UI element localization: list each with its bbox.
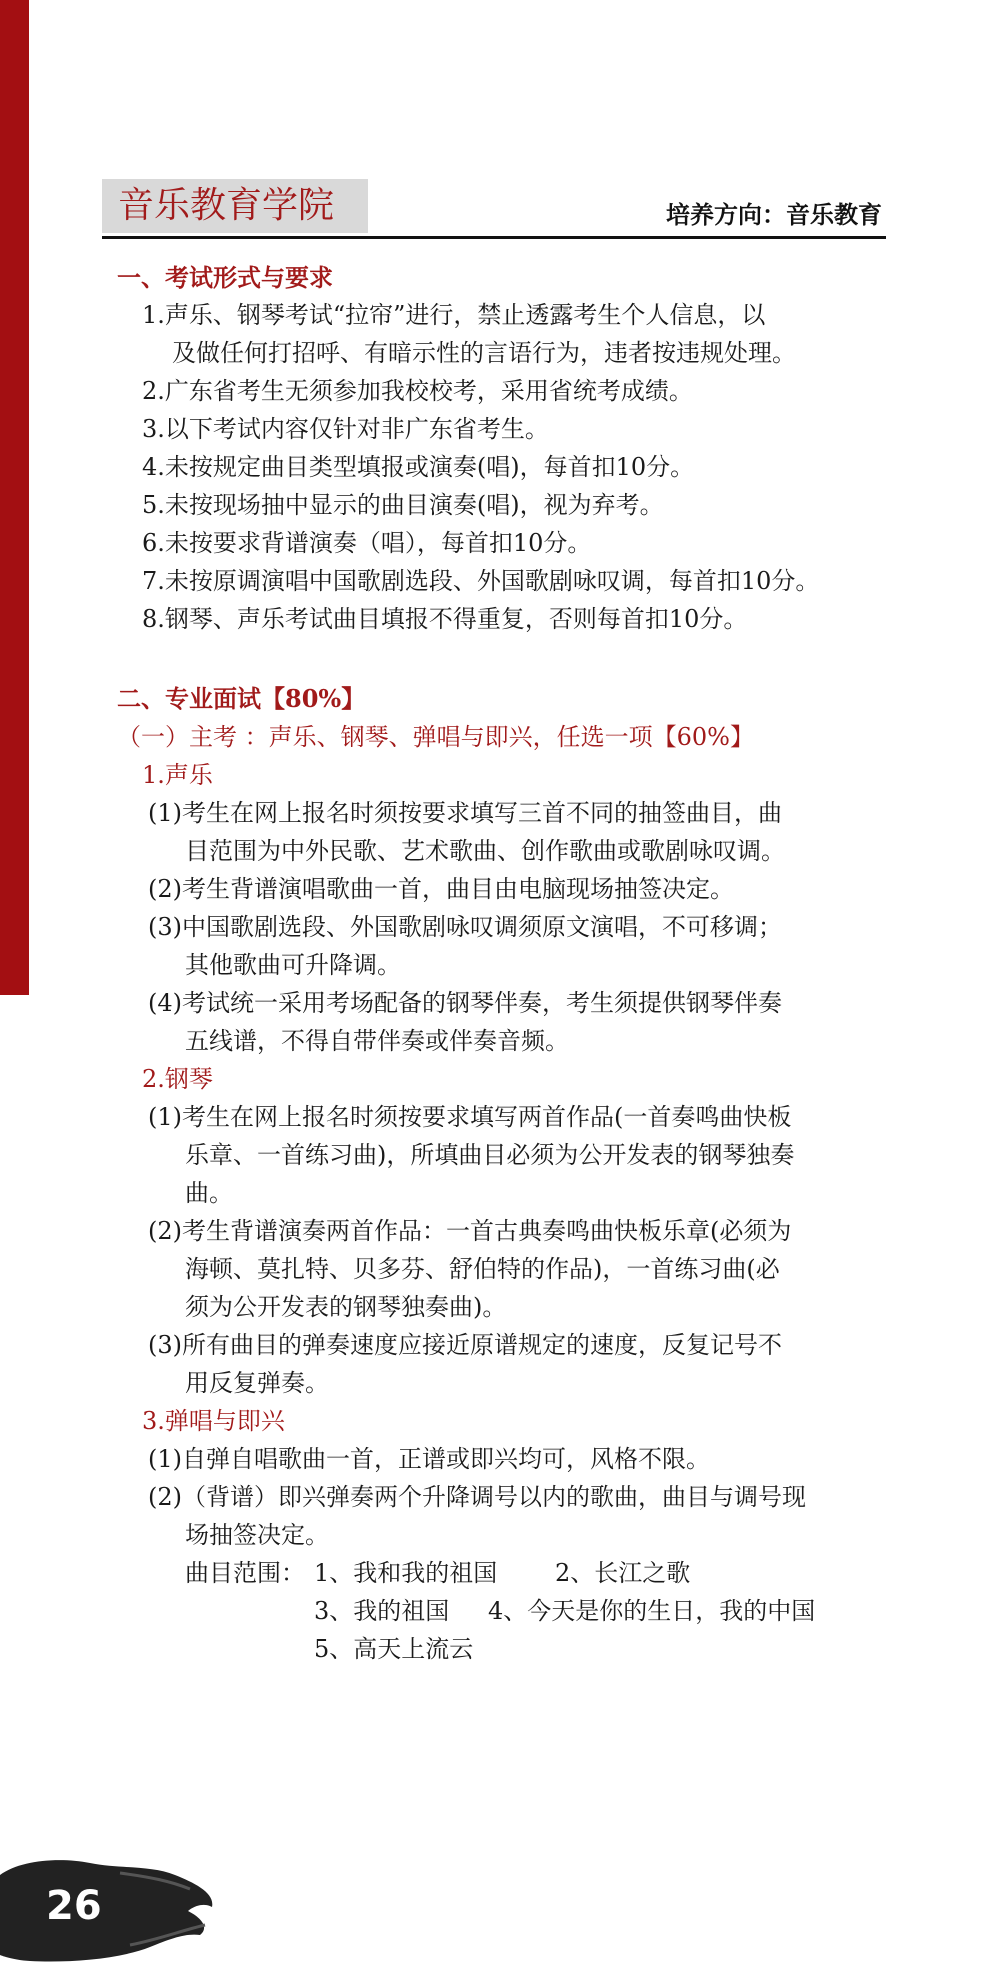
section-heading: 二、专业面试【80%】 <box>117 684 366 713</box>
requirement-line: (2)考生背谱演奏两首作品：一首古典奏鸣曲快板乐章(必须为 <box>148 1217 792 1245</box>
requirement-line: (3)所有曲目的弹奏速度应接近原谱规定的速度，反复记号不 <box>148 1331 782 1359</box>
requirement-line: (3)中国歌剧选段、外国歌剧咏叹调须原文演唱，不可移调； <box>148 913 782 941</box>
song-item: 1、我和我的祖国 <box>314 1559 498 1587</box>
requirement-line: 海顿、莫扎特、贝多芬、舒伯特的作品)，一首练习曲(必 <box>185 1255 780 1283</box>
requirement-line: 用反复弹奏。 <box>185 1369 329 1397</box>
song-item: 3、我的祖国 <box>314 1597 450 1625</box>
category-title: 3.弹唱与即兴 <box>142 1407 285 1435</box>
header-divider <box>102 236 886 239</box>
rule-item: 4.未按规定曲目类型填报或演奏(唱)，每首扣10分。 <box>142 453 695 481</box>
requirement-line: 须为公开发表的钢琴独奏曲)。 <box>185 1293 507 1321</box>
rule-item: 1.声乐、钢琴考试“拉帘”进行，禁止透露考生个人信息，以 <box>142 301 766 329</box>
requirement-line: (1)自弹自唱歌曲一首，正谱或即兴均可，风格不限。 <box>148 1445 710 1473</box>
rule-item: 5.未按现场抽中显示的曲目演奏(唱)，视为弃考。 <box>142 491 664 519</box>
category-title: 1.声乐 <box>142 761 213 789</box>
page-number: 26 <box>46 1883 102 1929</box>
song-range-label: 曲目范围： <box>185 1559 305 1587</box>
requirement-line: (2)（背谱）即兴弹奏两个升降调号以内的歌曲，曲目与调号现 <box>148 1483 806 1511</box>
rule-item: 3.以下考试内容仅针对非广东省考生。 <box>142 415 549 443</box>
requirement-line: 乐章、一首练习曲)，所填曲目必须为公开发表的钢琴独奏 <box>185 1141 795 1169</box>
song-item: 4、今天是你的生日，我的中国 <box>488 1597 816 1625</box>
rule-item: 7.未按原调演唱中国歌剧选段、外国歌剧咏叹调，每首扣10分。 <box>142 567 820 595</box>
side-accent-bar <box>0 0 29 995</box>
section-heading: 一、考试形式与要求 <box>117 263 333 292</box>
song-item: 2、长江之歌 <box>555 1559 691 1587</box>
subsection-heading: （一）主考 ：声乐、钢琴、弹唱与即兴，任选一项【60%】 <box>117 723 754 751</box>
requirement-line: 五线谱，不得自带伴奏或伴奏音频。 <box>185 1027 569 1055</box>
category-title: 2.钢琴 <box>142 1065 213 1093</box>
ink-brush-decoration <box>0 1855 220 1965</box>
song-item: 5、高天上流云 <box>314 1635 474 1663</box>
college-title: 音乐教育学院 <box>102 179 368 233</box>
requirement-line: 目范围为中外民歌、艺术歌曲、创作歌曲或歌剧咏叹调。 <box>185 837 785 865</box>
requirement-line: (4)考试统一采用考场配备的钢琴伴奏，考生须提供钢琴伴奏 <box>148 989 782 1017</box>
rule-item: 及做任何打招呼、有暗示性的言语行为，违者按违规处理。 <box>172 339 796 367</box>
training-direction: 培养方向：音乐教育 <box>666 200 882 229</box>
requirement-line: 其他歌曲可升降调。 <box>185 951 401 979</box>
requirement-line: (2)考生背谱演唱歌曲一首，曲目由电脑现场抽签决定。 <box>148 875 734 903</box>
rule-item: 2.广东省考生无须参加我校校考，采用省统考成绩。 <box>142 377 693 405</box>
requirement-line: (1)考生在网上报名时须按要求填写三首不同的抽签曲目，曲 <box>148 799 782 827</box>
requirement-line: 曲。 <box>185 1179 233 1207</box>
requirement-line: 场抽签决定。 <box>185 1521 329 1549</box>
rule-item: 8.钢琴、声乐考试曲目填报不得重复，否则每首扣10分。 <box>142 605 748 633</box>
rule-item: 6.未按要求背谱演奏（唱），每首扣10分。 <box>142 529 592 557</box>
requirement-line: (1)考生在网上报名时须按要求填写两首作品(一首奏鸣曲快板 <box>148 1103 792 1131</box>
